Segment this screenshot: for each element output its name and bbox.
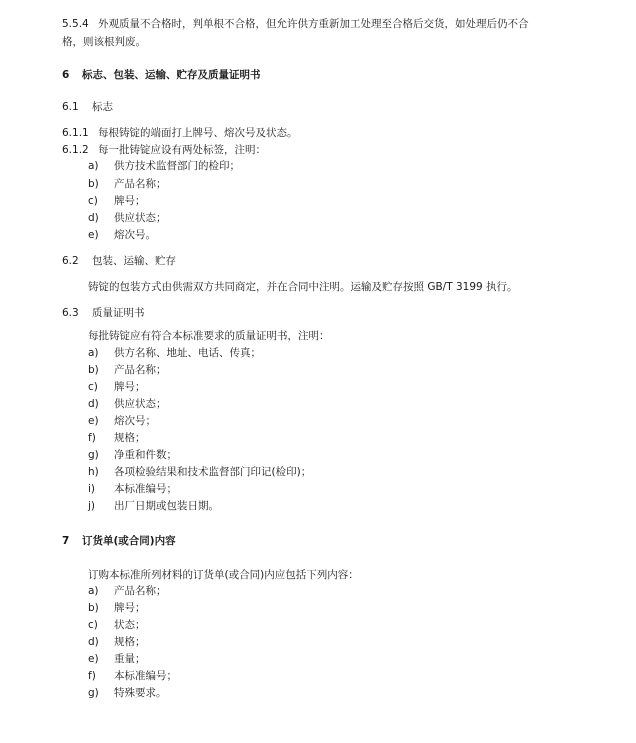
- clause-text: 每根铸锭的端面打上牌号、熔次号及状态。: [98, 127, 298, 139]
- section-7-heading: [62, 534, 176, 548]
- clause-6-1-2: [62, 143, 266, 157]
- list-item: g) 净重和件数；: [88, 449, 177, 461]
- clause-number: 6.1.1: [62, 127, 89, 139]
- clause-5-5-4-continued: 格，则该根判废。: [62, 36, 146, 48]
- list-item: e) 重量；: [88, 653, 146, 665]
- section-title: 包装、运输、贮存: [92, 255, 176, 267]
- list-item: e) 熔次号；: [88, 415, 156, 427]
- list-item: f) 规格；: [88, 432, 146, 444]
- section-6-2-heading: [62, 254, 176, 268]
- section-6-1-heading: [62, 100, 113, 114]
- list-item: d) 供应状态；: [88, 398, 167, 410]
- section-number: 6.2: [62, 255, 79, 267]
- section-6-3-text: 每批铸锭应有符合本标准要求的质量证明书，注明：: [88, 330, 330, 342]
- section-number: 6.3: [62, 307, 79, 319]
- list-item: i) 本标准编号；: [88, 483, 177, 495]
- section-title: 标志、包装、运输、贮存及质量证明书: [82, 69, 261, 81]
- clause-text: 每一批铸锭应设有两处标签，注明：: [98, 144, 266, 156]
- section-title: 质量证明书: [92, 307, 145, 319]
- list-item: b) 牌号；: [88, 602, 146, 614]
- list-item: g) 特殊要求。: [88, 687, 167, 699]
- clause-number: 5.5.4: [62, 18, 89, 30]
- section-6-heading: [62, 68, 261, 82]
- list-item: j) 出厂日期或包装日期。: [88, 500, 219, 512]
- section-number: 6.1: [62, 101, 79, 113]
- list-item: a) 供方技术监督部门的检印；: [88, 160, 240, 172]
- list-item: f) 本标准编号；: [88, 670, 177, 682]
- list-item: c) 状态；: [88, 619, 146, 631]
- list-item: a) 供方名称、地址、电话、传真；: [88, 347, 261, 359]
- list-item: c) 牌号；: [88, 381, 146, 393]
- list-item: b) 产品名称；: [88, 364, 167, 376]
- section-title: 订货单(或合同)内容: [82, 535, 176, 547]
- list-item: d) 规格；: [88, 636, 146, 648]
- list-item: c) 牌号；: [88, 195, 146, 207]
- clause-number: 6.1.2: [62, 144, 89, 156]
- section-6-3-heading: [62, 306, 145, 320]
- list-item: d) 供应状态；: [88, 212, 167, 224]
- list-item: h) 各项检验结果和技术监督部门印记(检印)；: [88, 466, 312, 478]
- section-number: 6: [62, 69, 70, 81]
- section-6-2-text: 铸锭的包装方式由供需双方共同商定，并在合同中注明。运输及贮存按照 GB/T 3199 执行。: [88, 281, 518, 293]
- section-number: 7: [62, 535, 70, 547]
- list-item: b) 产品名称；: [88, 178, 167, 190]
- section-7-text: 订购本标准所列材料的订货单(或合同)内应包括下列内容：: [88, 569, 359, 581]
- list-item: a) 产品名称；: [88, 585, 167, 597]
- clause-6-1-1: [62, 126, 298, 140]
- list-item: e) 熔次号。: [88, 229, 156, 241]
- section-title: 标志: [92, 101, 113, 113]
- clause-5-5-4: [62, 17, 529, 31]
- clause-text: 外观质量不合格时，判单根不合格，但允许供方重新加工处理至合格后交货，如处理后仍不合: [98, 18, 529, 30]
